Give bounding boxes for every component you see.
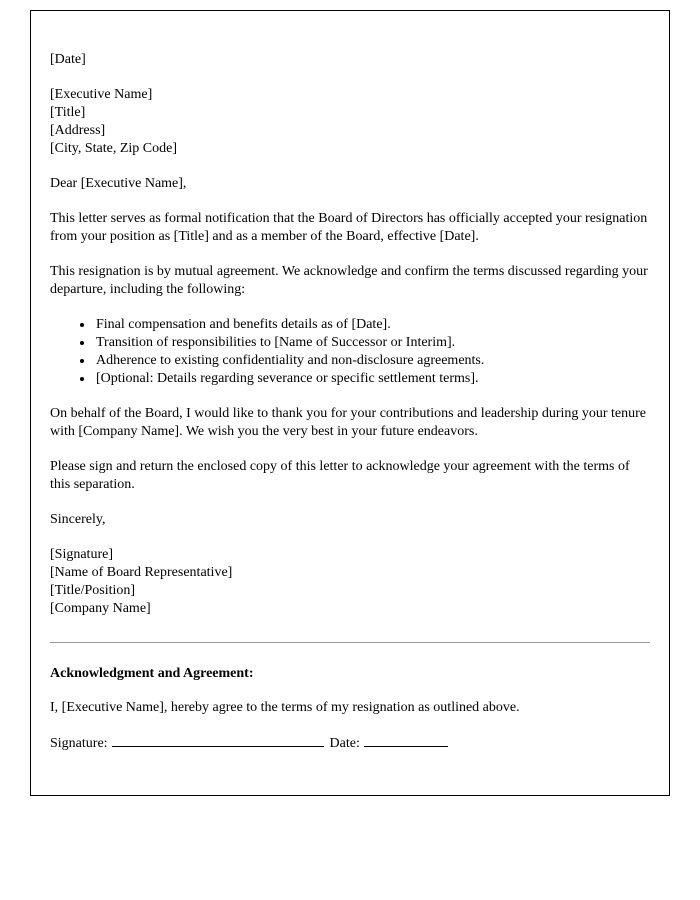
acknowledgment-body: I, [Executive Name], hereby agree to the terms of my resignation as outlined above. xyxy=(50,700,520,715)
letter-date: [Date] xyxy=(50,52,86,67)
salutation: Dear [Executive Name], xyxy=(50,176,187,191)
list-item: • Adherence to existing confidentiality and non-disclosure agreements. xyxy=(94,352,650,370)
body-paragraph-2: This resignation is by mutual agreement. We acknowledge and confirm the terms discussed regarding your departure, including the following: xyxy=(50,264,648,297)
signature-block xyxy=(50,546,650,618)
board-representative-title: [Title/Position] xyxy=(50,583,136,598)
recipient-name: [Executive Name] xyxy=(50,87,153,102)
letter-page xyxy=(30,10,670,796)
list-item: • [Optional: Details regarding severance or specific settlement terms]. xyxy=(94,370,650,388)
acknowledgment-heading: Acknowledgment and Agreement: xyxy=(50,666,254,681)
recipient-address: [Address] xyxy=(50,123,106,138)
company-name: [Company Name] xyxy=(50,601,151,616)
signature-row xyxy=(50,734,650,753)
recipient-city-state-zip: [City, State, Zip Code] xyxy=(50,141,178,156)
recipient-title: [Title] xyxy=(50,105,86,120)
recipient-block xyxy=(50,86,650,158)
signature-label: Signature: xyxy=(50,736,108,751)
section-divider xyxy=(50,642,650,643)
list-item: • Final compensation and benefits details as of [Date]. xyxy=(94,316,650,334)
signature-line xyxy=(112,734,324,747)
sign-off: Sincerely, xyxy=(50,512,106,527)
closing-paragraph-2: Please sign and return the enclosed copy of this letter to acknowledge your agreement with the terms of this separation. xyxy=(50,459,630,492)
date-line xyxy=(364,734,448,747)
board-representative-name: [Name of Board Representative] xyxy=(50,565,233,580)
date-label: Date: xyxy=(329,736,360,751)
body-paragraph-1: This letter serves as formal notification that the Board of Directors has officially accepted your resignation from your position as [Title] and as a member of the Board, effective [Date]. xyxy=(50,211,648,244)
list-item: • Transition of responsibilities to [Name of Successor or Interim]. xyxy=(94,334,650,352)
signature-placeholder: [Signature] xyxy=(50,547,113,562)
closing-paragraph-1: On behalf of the Board, I would like to thank you for your contributions and leadership during your tenure with [Company Name]. We wish you the very best in your future endeavors. xyxy=(50,406,647,439)
terms-list xyxy=(50,316,650,388)
